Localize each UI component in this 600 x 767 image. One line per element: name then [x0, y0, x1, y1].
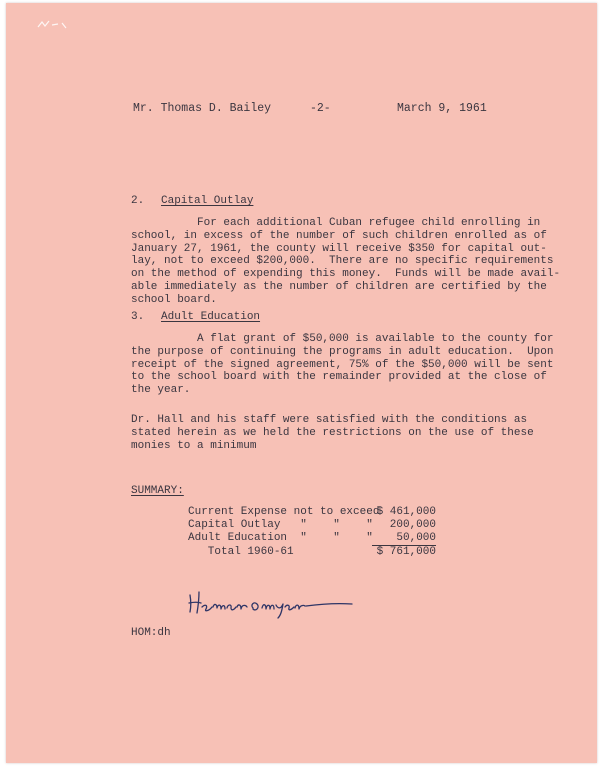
header-page-number: -2-: [310, 102, 331, 115]
summary-row-label: Current Expense not to exceed: [188, 506, 380, 518]
summary-total-label: Total 1960-61: [188, 546, 294, 558]
letter-page: [6, 3, 597, 763]
body-line: receipt of the signed agreement, 75% of the $50,000 will be sent: [131, 358, 554, 371]
section-2-heading: Capital Outlay: [161, 195, 254, 207]
body-line: able immediately as the number of children are certified by the: [131, 280, 547, 293]
body-line: on the method of expending this money. Funds will be made avail-: [131, 268, 561, 281]
header-date: March 9, 1961: [397, 102, 487, 115]
body-line: lay, not to exceed $200,000. There are no specific requirements: [131, 255, 554, 268]
handwritten-signature: [186, 583, 356, 619]
body-line: the purpose of continuing the programs in adult education. Upon: [131, 345, 554, 358]
body-line: school, in excess of the number of such children enrolled as of: [131, 229, 547, 242]
header-addressee: Mr. Thomas D. Bailey: [133, 102, 272, 115]
summary-heading: SUMMARY:: [131, 485, 184, 497]
letter-header: [133, 101, 493, 117]
closing-paragraph: [131, 414, 534, 452]
summary-row-label: Adult Education " " ": [188, 532, 373, 544]
summary-row-amount: 200,000: [389, 519, 436, 531]
body-line: Dr. Hall and his staff were satisfied with the conditions as: [131, 414, 528, 426]
body-line: January 27, 1961, the county will receive $350 for capital out-: [131, 242, 547, 255]
body-line: For each additional Cuban refugee child enrolling in: [131, 217, 541, 229]
body-line: stated herein as we held the restrictions on the use of these: [131, 426, 534, 439]
summary-row-amount: 50,000: [396, 532, 436, 544]
body-line: monies to a minimum: [131, 439, 257, 452]
body-line: A flat grant of $50,000 is available to the county for: [131, 333, 554, 345]
section-3-number: 3.: [131, 311, 145, 323]
summary-total-amount: $ 761,000: [376, 546, 436, 558]
body-line: to the school board with the remainder provided at the close of: [131, 371, 547, 384]
typist-initials: HOM:dh: [131, 627, 171, 639]
section-3-heading: Adult Education: [161, 311, 261, 323]
section-2-number: 2.: [131, 195, 145, 207]
paper-mark: [36, 19, 76, 31]
section-3-body: [131, 333, 553, 397]
body-line: the year.: [131, 384, 191, 397]
summary-row-label: Capital Outlay " " ": [188, 519, 373, 531]
summary-row-amount: $ 461,000: [376, 506, 436, 518]
section-2-body: [131, 217, 560, 307]
body-line: school board.: [131, 293, 217, 306]
